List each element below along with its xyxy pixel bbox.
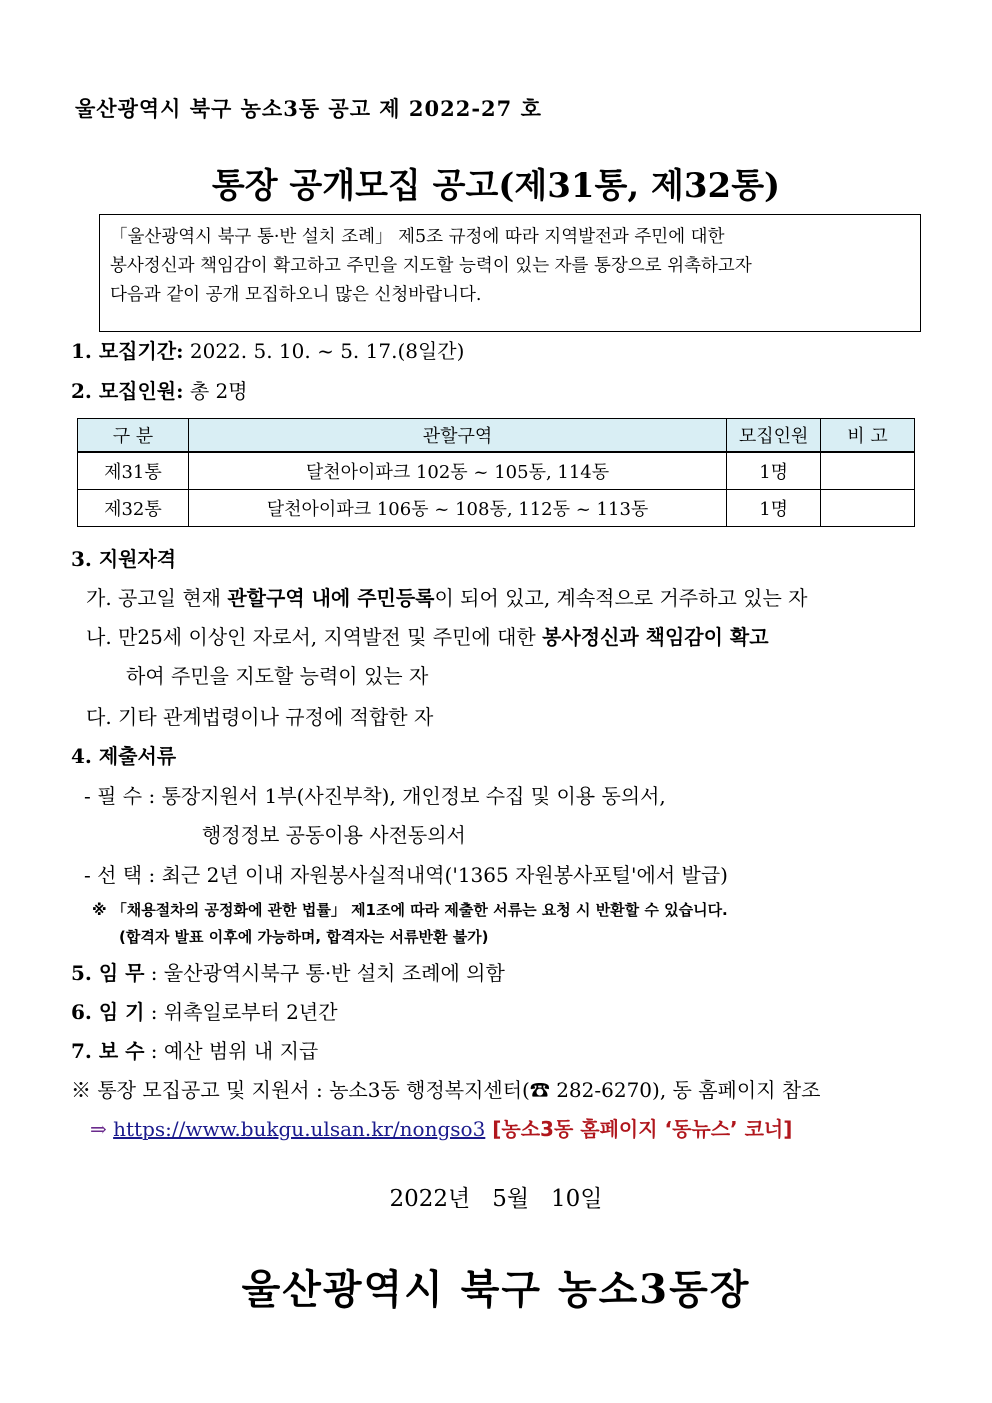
intro-line: 다음과 같이 공개 모집하오니 많은 신청바랍니다. xyxy=(110,285,482,305)
documents-optional: - 선 택 : 최근 2년 이내 자원봉사실적내역('1365 자원봉사포털'에서 발급) xyxy=(84,863,728,887)
cell-count: 1명 xyxy=(727,452,821,490)
cell-area: 달천아이파크 106동 ~ 108동, 112동 ~ 113동 xyxy=(188,490,726,527)
section-label: 2. 모집인원: xyxy=(71,379,184,403)
notice-number: 울산광역시 북구 농소3동 공고 제 2022-27 호 xyxy=(75,96,542,121)
col-header: 구 분 xyxy=(78,419,189,453)
cell-gubun: 제31통 xyxy=(78,452,189,490)
documents-required-cont: 행정정보 공동이용 사전동의서 xyxy=(202,823,466,847)
period-value: 2022. 5. 10. ~ 5. 17.(8일간) xyxy=(183,339,465,363)
text-bold: 봉사정신과 책임감이 확고 xyxy=(542,625,769,649)
table-row xyxy=(78,452,915,490)
section-pay xyxy=(71,1035,318,1064)
text-bold: 관할구역 내에 주민등록 xyxy=(227,586,435,610)
section-documents: 4. 제출서류 xyxy=(71,744,177,768)
documents-note: ※ 「채용절차의 공정화에 관한 법률」 제1조에 따라 제출한 서류는 요청 시 반환할 수 있습니다. xyxy=(92,901,728,919)
col-header: 비 고 xyxy=(821,419,915,453)
intro-line: 「울산광역시 북구 통·반 설치 조례」 제5조 규정에 따라 지역발전과 주민에 대한 xyxy=(110,227,725,247)
col-header: 모집인원 xyxy=(727,419,821,453)
signature: 울산광역시 북구 농소3동장 xyxy=(241,1266,751,1313)
documents-required: - 필 수 : 통장지원서 1부(사진부착), 개인정보 수집 및 이용 동의서, xyxy=(84,784,666,808)
qualification-na-cont: 하여 주민을 지도할 능력이 있는 자 xyxy=(126,664,429,688)
table-row xyxy=(78,490,915,527)
section-label: 1. 모집기간: xyxy=(71,339,184,363)
col-header: 관할구역 xyxy=(188,419,726,453)
cell-gubun: 제32통 xyxy=(78,490,189,527)
page-title: 통장 공개모집 공고(제31통, 제32통) xyxy=(211,166,781,206)
cell-count: 1명 xyxy=(727,490,821,527)
section-label: 5. 임 무 xyxy=(71,961,145,985)
homepage-label: [농소3동 홈페이지 ‘동뉴스’ 코너] xyxy=(485,1117,793,1141)
cell-note xyxy=(821,452,915,490)
section-qualification: 3. 지원자격 xyxy=(71,547,177,571)
homepage-link[interactable]: https://www.bukgu.ulsan.kr/nongso3 xyxy=(113,1117,486,1141)
qualification-da: 다. 기타 관계법령이나 규정에 적합한 자 xyxy=(86,705,434,729)
intro-line: 봉사정신과 책임감이 확고하고 주민을 지도할 능력이 있는 자를 통장으로 위촉하고자 xyxy=(110,256,752,276)
text: 나. 만25세 이상인 자로서, 지역발전 및 주민에 대한 xyxy=(86,625,543,649)
pay-value: : 예산 범위 내 지급 xyxy=(144,1039,319,1063)
arrow-icon: ⇒ xyxy=(90,1117,107,1141)
intro-box xyxy=(99,214,921,332)
cell-area: 달천아이파크 102동 ~ 105동, 114동 xyxy=(188,452,726,490)
reference-note: ※ 통장 모집공고 및 지원서 : 농소3동 행정복지센터(☎ 282-6270), 동 홈페이지 참조 xyxy=(71,1078,821,1102)
issue-date: 2022년 5월 10일 xyxy=(389,1186,603,1212)
section-duty xyxy=(71,957,505,986)
text: 가. 공고일 현재 xyxy=(86,586,228,610)
documents-note-sub: (합격자 발표 이후에 가능하며, 합격자는 서류반환 불가) xyxy=(119,928,489,946)
table-header-row xyxy=(78,419,915,453)
text: 이 되어 있고, 계속적으로 거주하고 있는 자 xyxy=(434,586,808,610)
qualification-ga xyxy=(86,582,807,611)
qualification-na xyxy=(86,621,769,650)
count-value: 총 2명 xyxy=(183,379,248,403)
homepage-line xyxy=(90,1113,792,1142)
term-value: : 위촉일로부터 2년간 xyxy=(144,1000,338,1024)
section-term xyxy=(71,996,338,1025)
section-period xyxy=(71,335,464,364)
recruit-table xyxy=(77,418,915,527)
section-count xyxy=(71,375,248,404)
duty-value: : 울산광역시북구 통·반 설치 조례에 의함 xyxy=(144,961,505,985)
cell-note xyxy=(821,490,915,527)
section-label: 7. 보 수 xyxy=(71,1039,145,1063)
section-label: 6. 임 기 xyxy=(71,1000,145,1024)
